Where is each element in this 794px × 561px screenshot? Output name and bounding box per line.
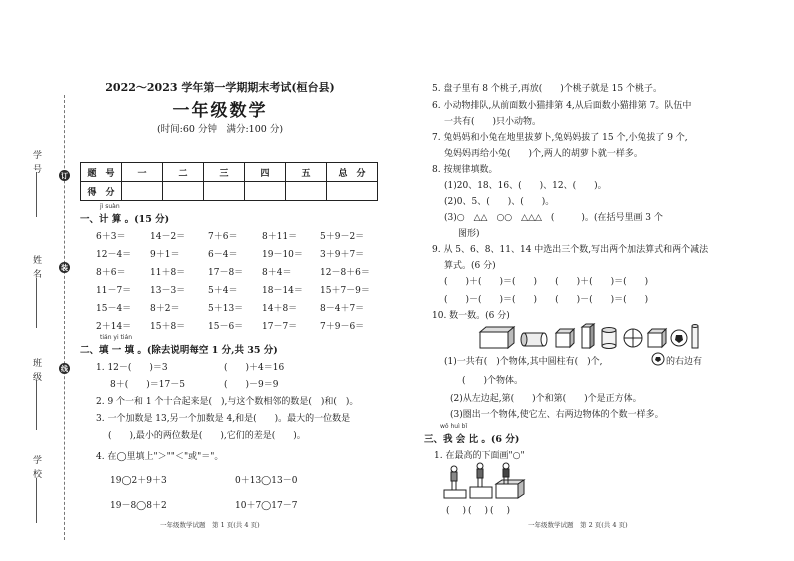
question-10-1-line1[interactable]: (1)一共有( )个物体,其中圆柱有( )个, bbox=[444, 357, 603, 367]
calc-item[interactable]: 15＋7－9＝ bbox=[320, 286, 370, 296]
fill-q2[interactable]: 2. 9 个一和 1 个十合起来是( ),与这个数相邻的数是( )和( )。 bbox=[96, 397, 359, 407]
section2-title: 二、填 一 填 。(除去说明每空 1 分,共 35 分) bbox=[80, 345, 278, 356]
question-10-2[interactable]: (2)从左边起,第( )个和第( )个是正方体。 bbox=[450, 394, 642, 404]
score-cell[interactable] bbox=[245, 182, 286, 201]
question-10-1-line2[interactable]: ( )个物体。 bbox=[462, 376, 524, 386]
child-icon bbox=[477, 463, 483, 487]
question-5[interactable]: 5. 盘子里有 8 个桃子,再放( )个桃子就是 15 个桃子。 bbox=[432, 84, 662, 94]
subject-title: 一年级数学 bbox=[172, 101, 268, 121]
calc-item[interactable]: 12－4＝ bbox=[96, 250, 132, 260]
binding-mark-ding: 订 bbox=[61, 171, 68, 180]
section2-pinyin: tián yi tián bbox=[100, 334, 133, 341]
section3-answer-blanks[interactable]: ( )( )( ) bbox=[446, 506, 513, 516]
cube-icon bbox=[648, 329, 666, 347]
section3-question-1: 1. 在最高的下面画"○" bbox=[434, 451, 525, 461]
binding-mark-xian: 线 bbox=[61, 364, 68, 373]
calc-item[interactable]: 17－7＝ bbox=[262, 322, 298, 332]
compare-item[interactable]: 19－8◯8＋2 bbox=[110, 501, 167, 511]
cylinder-lying-icon bbox=[521, 333, 547, 346]
school-label: 学 校 bbox=[31, 455, 41, 479]
number-line bbox=[36, 172, 37, 217]
score-header-cell: 题 号 bbox=[81, 163, 122, 182]
question-8-3-line2: 图形) bbox=[458, 229, 480, 239]
calc-item[interactable]: 5＋9－2＝ bbox=[320, 232, 365, 242]
question-8-2[interactable]: (2)0、5、( )、( )。 bbox=[444, 197, 555, 207]
calc-item[interactable]: 8－4＋7＝ bbox=[320, 304, 365, 314]
question-6-line1[interactable]: 6. 小动物排队,从前面数小猫排第 4,从后面数小猫排第 7。队伍中 bbox=[432, 101, 692, 111]
soccer-ball-icon bbox=[651, 352, 665, 366]
question-6-line2[interactable]: 一共有( )只小动物。 bbox=[444, 117, 542, 127]
tall-cuboid-icon bbox=[582, 324, 594, 348]
score-cell[interactable] bbox=[122, 182, 163, 201]
soccer-ball-icon bbox=[671, 330, 687, 346]
section1-title: 一、计 算 。(15 分) bbox=[80, 214, 170, 225]
calc-item[interactable]: 8＋11＝ bbox=[262, 232, 298, 242]
fill-q4-instruction: 4. 在◯里填上"＞""＜"或"＝"。 bbox=[96, 452, 224, 462]
solid-shapes-row bbox=[478, 322, 700, 352]
ball-icon bbox=[624, 329, 642, 347]
name-line bbox=[36, 278, 37, 328]
calc-item[interactable]: 7＋6＝ bbox=[208, 232, 238, 242]
fill-q3-line1[interactable]: 3. 一个加数是 13,另一个加数是 4,和是( )。最大的一位数是 bbox=[96, 414, 351, 424]
child-icon bbox=[451, 466, 457, 490]
thin-cylinder-icon bbox=[692, 325, 698, 349]
score-row-label: 得 分 bbox=[81, 182, 122, 201]
calc-item[interactable]: 14－2＝ bbox=[150, 232, 186, 242]
calc-item[interactable]: 2＋14＝ bbox=[96, 322, 132, 332]
class-label: 班 级 bbox=[31, 358, 41, 382]
calc-item[interactable]: 11＋8＝ bbox=[150, 268, 186, 278]
calc-item[interactable]: 3＋9＋7＝ bbox=[320, 250, 365, 260]
calc-item[interactable]: 14＋8＝ bbox=[262, 304, 298, 314]
exam-meta: (时间:60 分钟 满分:100 分) bbox=[156, 124, 284, 135]
question-10-1-line1-end: 的右边有 bbox=[666, 357, 703, 367]
question-9-line1: 9. 从 5、6、8、11、14 中选出三个数,写出两个加法算式和两个减法 bbox=[432, 245, 709, 255]
score-table bbox=[80, 162, 378, 201]
score-header-cell: 二 bbox=[163, 163, 204, 182]
question-8-3-line1[interactable]: (3)○ △△ ○○ △△△ ( )。(在括号里画 3 个 bbox=[444, 213, 663, 223]
school-line bbox=[36, 478, 37, 523]
calc-item[interactable]: 6－4＝ bbox=[208, 250, 238, 260]
section3-title: 三、我 会 比 。(6 分) bbox=[424, 434, 520, 445]
question-7-line2[interactable]: 兔妈妈再给小兔( )个,两人的胡萝卜就一样多。 bbox=[444, 149, 643, 159]
calc-item[interactable]: 15＋8＝ bbox=[150, 322, 186, 332]
compare-item[interactable]: 10＋7◯17－7 bbox=[235, 501, 298, 511]
score-table-score-row bbox=[81, 182, 378, 201]
score-table-header-row bbox=[81, 163, 378, 182]
exam-title: 2022～2023 学年第一学期期末考试(桓台县) bbox=[105, 81, 335, 94]
page-footer-right: 一年级数学试题 第 2 页(共 4 页) bbox=[528, 521, 628, 529]
score-header-cell: 五 bbox=[286, 163, 327, 182]
score-header-cell: 四 bbox=[245, 163, 286, 182]
calc-item[interactable]: 5＋4＝ bbox=[208, 286, 238, 296]
cube-icon bbox=[556, 329, 574, 347]
cuboid-icon bbox=[480, 327, 514, 348]
calc-item[interactable]: 7＋9－6＝ bbox=[320, 322, 365, 332]
page-footer-left: 一年级数学试题 第 1 页(共 4 页) bbox=[160, 521, 260, 529]
calc-item[interactable]: 12－8＋6＝ bbox=[320, 268, 370, 278]
children-height-illustration bbox=[442, 462, 527, 502]
calc-item[interactable]: 13－3＝ bbox=[150, 286, 186, 296]
number-label: 学 号 bbox=[31, 150, 41, 174]
question-9-row1[interactable]: ( )＋( )＝( ) ( )＋( )＝( ) bbox=[444, 277, 649, 287]
fill-q1-c[interactable]: 8＋( )＝17－5 bbox=[110, 380, 185, 390]
question-8-1[interactable]: (1)20、18、16、( )、12、( )。 bbox=[444, 181, 607, 191]
calc-item[interactable]: 11－7＝ bbox=[96, 286, 132, 296]
class-line bbox=[36, 380, 37, 430]
calc-item[interactable]: 8＋4＝ bbox=[262, 268, 292, 278]
question-9-line2: 算式。(6 分) bbox=[444, 261, 496, 271]
compare-item[interactable]: 19◯2＋9＋3 bbox=[110, 476, 167, 486]
fill-q1-a[interactable]: 1. 12－( )＝3 bbox=[96, 363, 168, 373]
calc-item[interactable]: 9＋1＝ bbox=[150, 250, 180, 260]
calc-item[interactable]: 15－4＝ bbox=[96, 304, 132, 314]
calc-item[interactable]: 8＋6＝ bbox=[96, 268, 126, 278]
score-header-cell: 一 bbox=[122, 163, 163, 182]
score-cell[interactable] bbox=[286, 182, 327, 201]
calc-item[interactable]: 18－14＝ bbox=[262, 286, 303, 296]
section3-pinyin: wǒ huì bǐ bbox=[440, 423, 468, 430]
question-9-row2[interactable]: ( )－( )＝( ) ( )－( )＝( ) bbox=[444, 295, 649, 305]
calc-item[interactable]: 19－10＝ bbox=[262, 250, 303, 260]
fill-q1-b[interactable]: ( )＋4＝16 bbox=[224, 363, 285, 373]
question-7-line1[interactable]: 7. 兔妈妈和小兔在地里拔萝卜,兔妈妈拔了 15 个,小兔拔了 9 个, bbox=[432, 133, 688, 143]
calc-item[interactable]: 5＋13＝ bbox=[208, 304, 244, 314]
binding-dashed-line bbox=[64, 95, 65, 540]
calc-item[interactable]: 8＋2＝ bbox=[150, 304, 180, 314]
score-cell[interactable] bbox=[327, 182, 378, 201]
score-header-cell: 总 分 bbox=[327, 163, 378, 182]
binding-strip bbox=[28, 100, 62, 540]
section1-pinyin: jì suàn bbox=[100, 203, 120, 210]
score-header-cell: 三 bbox=[204, 163, 245, 182]
calc-item[interactable]: 17－8＝ bbox=[208, 268, 244, 278]
calc-item[interactable]: 6＋3＝ bbox=[96, 232, 126, 242]
calc-item[interactable]: 15－6＝ bbox=[208, 322, 244, 332]
score-cell[interactable] bbox=[204, 182, 245, 201]
question-10: 10. 数一数。(6 分) bbox=[432, 311, 510, 321]
question-10-3[interactable]: (3)圈出一个物体,使它左、右两边物体的个数一样多。 bbox=[450, 410, 664, 420]
name-label: 姓 名 bbox=[31, 255, 41, 279]
binding-mark-zhuang: 装 bbox=[61, 263, 68, 272]
cylinder-icon bbox=[602, 328, 616, 349]
compare-item[interactable]: 0＋13◯13－0 bbox=[235, 476, 298, 486]
score-cell[interactable] bbox=[163, 182, 204, 201]
fill-q3-line2[interactable]: ( ),最小的两位数是( ),它们的差是( )。 bbox=[108, 431, 306, 441]
question-8: 8. 按规律填数。 bbox=[432, 165, 498, 175]
fill-q1-d[interactable]: ( )－9＝9 bbox=[224, 380, 279, 390]
